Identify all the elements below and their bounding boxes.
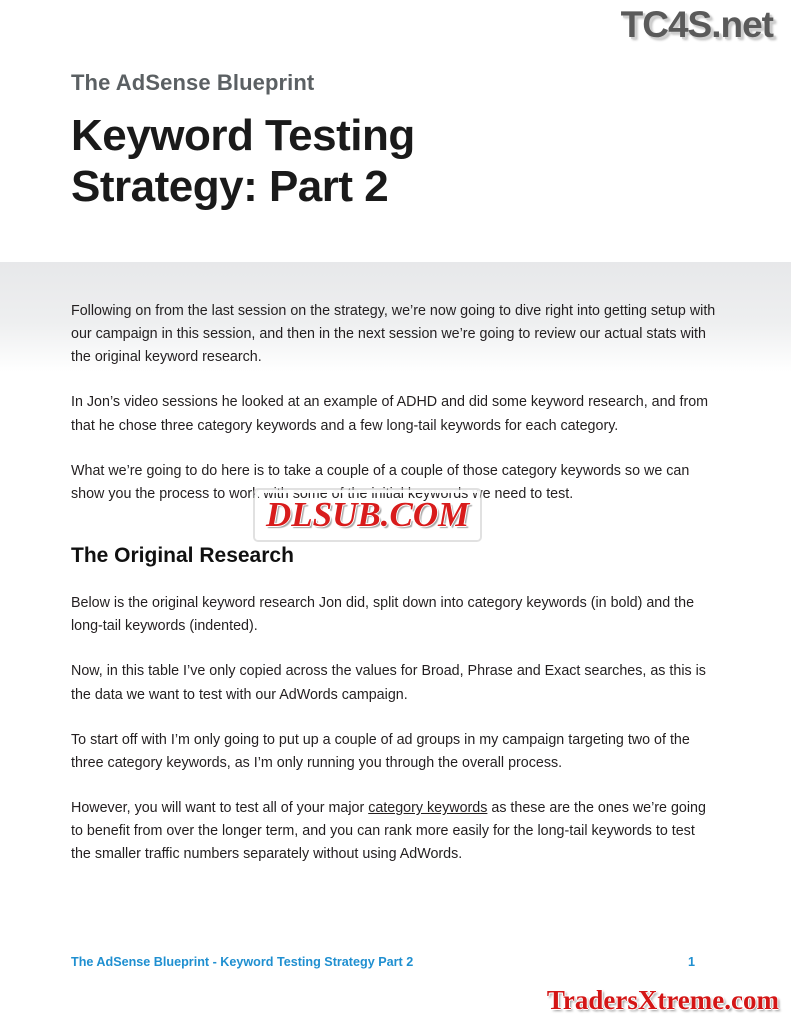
footer-title: The AdSense Blueprint - Keyword Testing Strategy Part 2 bbox=[71, 955, 414, 969]
body-paragraph-2: In Jon’s video sessions he looked at an example of ADHD and did some keyword research, and from that he chose three category keywords and a few long-tail keywords for each category. bbox=[71, 394, 709, 434]
body-paragraph-3: What we’re going to do here is to take a couple of a couple of those category keywords so we can show you the process to work with some of the initial keywords we need to test. bbox=[71, 462, 690, 502]
body-paragraph-4: Below is the original keyword research Jon did, split down into category keywords (in bold) and the long-tail keywords (indented). bbox=[71, 595, 695, 635]
body-paragraph-1: Following on from the last session on the strategy, we’re now going to dive right into getting setup with our campaign in this session, and then in the next session we’re going to review our actual stats with the original keyword research. bbox=[71, 303, 716, 366]
document-footer bbox=[71, 955, 717, 969]
paragraph-text-after-link: as these are the ones we’re going to benefit from over the longer term, and you can rank more easily for the long-tail keywords to test the smaller traffic numbers separately without using AdWords. bbox=[71, 800, 706, 863]
watermark-dlsub: DLSUB.COM bbox=[255, 490, 480, 540]
body-paragraph-7 bbox=[71, 797, 717, 866]
footer-page-number: 1 bbox=[687, 955, 695, 969]
page-title: Keyword Testing Strategy: Part 2 bbox=[71, 111, 415, 212]
body-paragraph-6: To start off with I’m only going to put up a couple of ad groups in my campaign targeting two of the three category keywords, as I’m only running you through the overall process. bbox=[71, 731, 690, 771]
document-body bbox=[71, 300, 717, 889]
section-heading-original-research: The Original Research bbox=[71, 544, 294, 568]
inline-link-category-keywords[interactable]: category keywords bbox=[368, 800, 488, 817]
document-kicker: The AdSense Blueprint bbox=[71, 70, 315, 95]
body-paragraph-5: Now, in this table I’ve only copied across the values for Broad, Phrase and Exact searches, as this is the data we want to test with our AdWords campaign. bbox=[71, 663, 706, 703]
paragraph-text-before-link: However, you will want to test all of your major bbox=[71, 800, 369, 817]
watermark-tc4s: TC4S.net bbox=[620, 4, 773, 45]
document-header bbox=[71, 70, 711, 212]
watermark-tradersxtreme: TradersXtreme.com bbox=[546, 985, 779, 1015]
